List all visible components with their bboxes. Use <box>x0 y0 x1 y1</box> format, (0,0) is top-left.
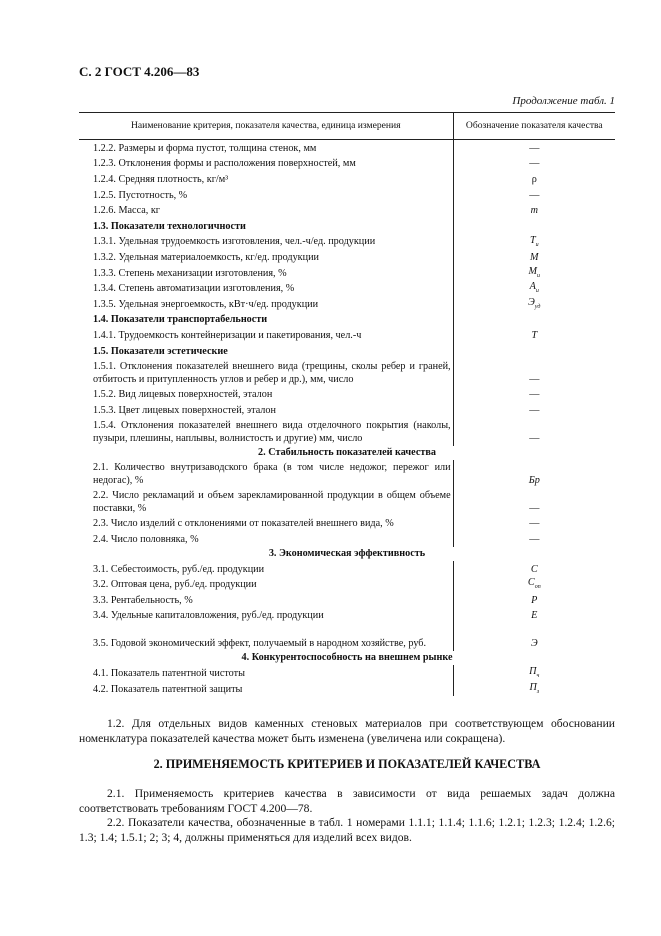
page-header: С. 2 ГОСТ 4.206—83 <box>79 64 200 79</box>
indicator-symbol: $П_з$ <box>529 681 540 695</box>
section-2-title: 2. ПРИМЕНЯЕМОСТЬ КРИТЕРИЕВ И ПОКАЗАТЕЛЕЙ КАЧЕСТВА <box>153 757 541 771</box>
indicator-symbol: $П_ч$ <box>529 666 540 680</box>
indicator-symbol: Р <box>531 594 538 606</box>
table-row <box>79 202 615 218</box>
indicator-name: 1.2.5. Пустотность, % <box>79 187 453 203</box>
indicator-symbol: $М_и$ <box>528 265 541 279</box>
table-row <box>79 561 615 577</box>
col-header-symbol: Обозначение показателя качества <box>453 113 615 140</box>
indicator-symbol: Э <box>530 638 538 650</box>
section-heading-text: 4. Конкурентоспособность на внешнем рынке <box>241 652 453 664</box>
indicator-name: 1.5.3. Цвет лицевых поверхностей, эталон <box>79 402 453 418</box>
table-row <box>79 327 615 343</box>
indicator-symbol: Т <box>531 329 538 341</box>
indicator-name: 1.3.5. Удельная энергоемкость, кВт·ч/ед. продукции <box>79 296 453 312</box>
indicator-symbol: $С_{оп}$ <box>527 577 541 591</box>
indicator-name: 1.5.1. Отклонения показателей внешнего вида (трещины, сколы ребер и граней, отбитость и притупленность углов и ребер и др.), мм, число <box>79 358 453 386</box>
table-row <box>79 531 615 547</box>
indicator-name: 3.1. Себестоимость, руб./ед. продукции <box>79 561 453 577</box>
indicator-symbol: Е <box>531 610 538 622</box>
indicator-name: 1.5. Показатели эстетические <box>79 343 453 359</box>
table-row <box>79 607 615 623</box>
indicator-symbol: — <box>529 502 540 514</box>
table-row <box>79 488 615 516</box>
indicator-symbol: — <box>529 518 540 530</box>
indicator-name: 3.4. Удельные капиталовложения, руб./ед. продукции <box>79 607 453 623</box>
indicator-name: 4.2. Показатель патентной защиты <box>79 681 453 697</box>
indicator-symbol: — <box>529 373 540 385</box>
indicator-name: 3.3. Рентабельность, % <box>79 592 453 608</box>
indicator-symbol: ρ <box>531 174 537 186</box>
indicator-symbol: $А_и$ <box>529 281 539 295</box>
table-row <box>79 140 615 156</box>
indicator-symbol <box>453 312 615 328</box>
indicator-name: 2.3. Число изделий с отклонениями от показателей внешнего вида, % <box>79 516 453 532</box>
table-row <box>79 280 615 296</box>
indicator-name: 1.3.3. Степень механизации изготовления, % <box>79 265 453 281</box>
indicator-name: 1.2.6. Масса, кг <box>79 202 453 218</box>
table-subheading <box>79 218 615 234</box>
indicator-name: 1.2.2. Размеры и форма пустот, толщина стенок, мм <box>79 140 453 156</box>
table-row <box>79 265 615 281</box>
table-row <box>79 402 615 418</box>
indicator-name: 1.3.2. Удельная материалоемкость, кг/ед. продукции <box>79 249 453 265</box>
indicator-name: 1.3. Показатели технологичности <box>79 218 453 234</box>
indicator-symbol: $Т_и$ <box>529 234 539 248</box>
indicator-name: 1.3.1. Удельная трудоемкость изготовления, чел.-ч/ед. продукции <box>79 234 453 250</box>
table-row <box>79 156 615 172</box>
indicator-symbol: — <box>529 404 540 416</box>
table-row <box>79 665 615 681</box>
indicator-symbol: М <box>530 252 539 263</box>
table-row <box>79 187 615 203</box>
indicator-name: 1.5.4. Отклонения показателей внешнего вида отделочного покрытия (наколы, пузыри, плешины, наплывы, волнистость и другие) мм, число <box>79 418 453 446</box>
paragraph-2-2: 2.2. Показатели качества, обозначенные в табл. 1 номерами 1.1.1; 1.1.4; 1.1.6; 1.2.1; 1.2.3; 1.2.4; 1.2.6; 1.3; 1.4; 1.5.1; 2; 3; 4, должны применяться для изделий всех видов. <box>79 816 615 844</box>
indicator-symbol: — <box>529 432 540 444</box>
indicator-name: 1.4.1. Трудоемкость контейнеризации и пакетирования, чел.-ч <box>79 327 453 343</box>
table-row <box>79 234 615 250</box>
indicator-symbol: — <box>529 189 540 201</box>
table-row <box>79 576 615 592</box>
indicator-symbol <box>453 218 615 234</box>
table-row <box>79 681 615 697</box>
indicator-symbol <box>453 343 615 359</box>
table-row <box>79 386 615 402</box>
section-heading-text: 3. Экономическая эффективность <box>268 547 426 559</box>
paragraph-2-1: 2.1. Применяемость критериев качества в зависимости от вида решаемых задач должна соответствовать требованиям ГОСТ 4.200—78. <box>79 787 615 815</box>
table-row <box>79 358 615 386</box>
table-row <box>79 249 615 265</box>
table-row <box>79 623 615 651</box>
table-row <box>79 418 615 446</box>
section-heading-text: 2. Стабильность показателей качества <box>258 446 436 458</box>
indicator-symbol: — <box>529 158 540 170</box>
table-subheading <box>79 343 615 359</box>
indicator-name: 1.2.3. Отклонения формы и расположения поверхностей, мм <box>79 156 453 172</box>
indicator-name: 4.1. Показатель патентной чистоты <box>79 665 453 681</box>
quality-indicators-table <box>79 112 615 696</box>
table-row <box>79 460 615 488</box>
table-section-heading <box>79 446 615 460</box>
col-header-name: Наименование критерия, показателя качества, единица измерения <box>79 113 453 140</box>
indicator-symbol: С <box>530 563 538 575</box>
paragraph-1-2: 1.2. Для отдельных видов каменных стеновых материалов при соответствующем обосновании номенклатура показателей качества может быть изменена (увеличена или сокращена). <box>79 717 615 745</box>
indicator-name: 3.2. Оптовая цена, руб./ед. продукции <box>79 576 453 592</box>
indicator-symbol: m <box>530 205 538 217</box>
indicator-symbol: Бр <box>528 474 540 486</box>
table-subheading <box>79 312 615 328</box>
indicator-name: 1.2.4. Средняя плотность, кг/м³ <box>79 171 453 187</box>
table-row <box>79 592 615 608</box>
table-section-heading <box>79 547 615 561</box>
indicator-symbol: $Э_{уд}$ <box>528 297 541 311</box>
indicator-name: 3.5. Годовой экономический эффект, получаемый в народном хозяйстве, руб. <box>79 623 453 651</box>
indicator-name: 2.1. Количество внутризаводского брака (в том числе недожог, пережог или недогас), % <box>79 460 453 488</box>
indicator-symbol: — <box>529 389 540 401</box>
table-section-heading <box>79 651 615 665</box>
table-row <box>79 296 615 312</box>
indicator-name: 1.4. Показатели транспортабельности <box>79 312 453 328</box>
table-row <box>79 516 615 532</box>
table-continuation-label: Продолжение табл. 1 <box>512 95 615 107</box>
indicator-symbol: — <box>529 142 540 154</box>
indicator-name: 1.3.4. Степень автоматизации изготовления, % <box>79 280 453 296</box>
indicator-name: 2.4. Число половняка, % <box>79 531 453 547</box>
indicator-name: 1.5.2. Вид лицевых поверхностей, эталон <box>79 386 453 402</box>
indicator-name: 2.2. Число рекламаций и объем зарекламированной продукции в общем объеме поставки, % <box>79 488 453 516</box>
indicator-symbol: — <box>529 533 540 545</box>
table-row <box>79 171 615 187</box>
